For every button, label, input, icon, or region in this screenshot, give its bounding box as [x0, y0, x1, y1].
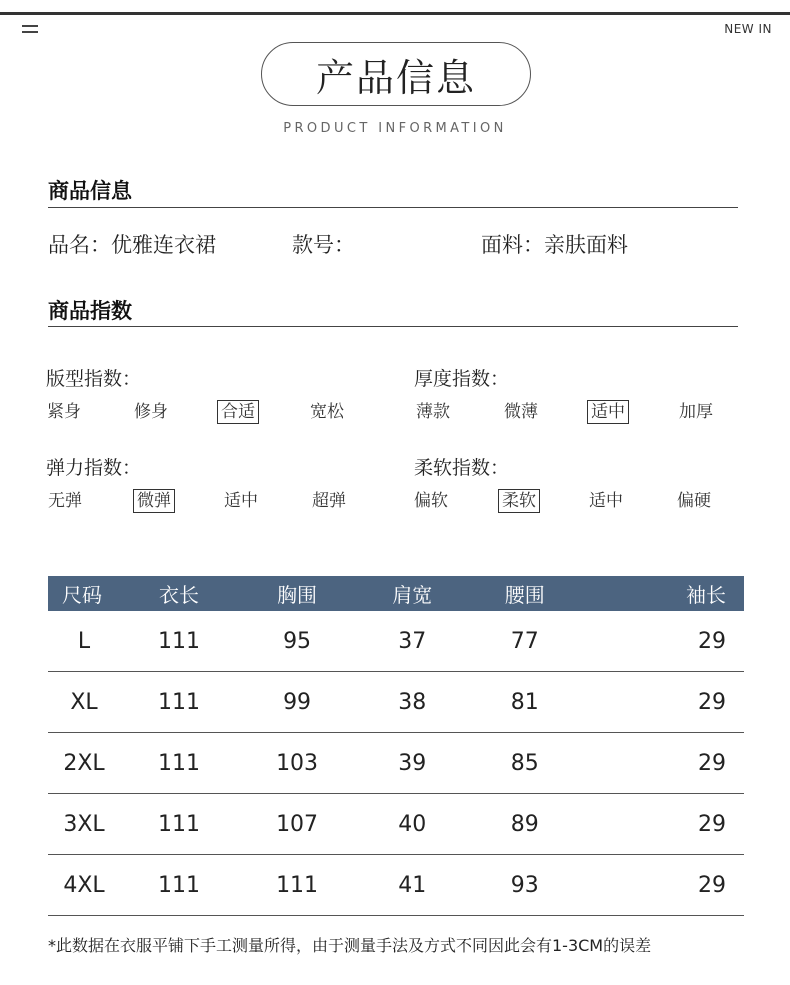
- table-cell: 3XL: [48, 794, 120, 855]
- table-row: [48, 672, 744, 733]
- table-cell: 111: [120, 672, 238, 733]
- elasticity-option: 适中: [224, 491, 258, 511]
- thickness-option-selected: 适中: [587, 400, 629, 424]
- measurement-note: *此数据在衣服平铺下手工测量所得，由于测量手法及方式不同因此会有1-3CM的误差: [48, 936, 652, 955]
- table-cell: XL: [48, 672, 120, 733]
- table-cell: 107: [238, 794, 356, 855]
- elasticity-option-selected: 微弹: [133, 489, 175, 513]
- table-cell: 89: [469, 794, 581, 855]
- table-cell: 41: [356, 855, 468, 916]
- table-cell: 29: [581, 611, 744, 672]
- elasticity-index-label: 弹力指数：: [46, 457, 142, 479]
- column-header: 尺码: [48, 576, 120, 611]
- thickness-option: 薄款: [416, 402, 450, 422]
- softness-option: 偏软: [414, 491, 448, 511]
- product-name: 品名：优雅连衣裙: [48, 233, 216, 257]
- table-cell: 103: [238, 733, 356, 794]
- table-row: [48, 794, 744, 855]
- table-cell: 99: [238, 672, 356, 733]
- table-cell: 81: [469, 672, 581, 733]
- softness-index-label: 柔软指数：: [414, 457, 510, 479]
- fit-option: 紧身: [47, 402, 81, 422]
- softness-option: 适中: [589, 491, 623, 511]
- top-divider: [0, 12, 790, 15]
- table-header-row: [48, 576, 744, 611]
- elasticity-option: 无弹: [48, 491, 82, 511]
- fit-index-label: 版型指数：: [46, 368, 142, 390]
- product-index-heading: 商品指数: [48, 299, 132, 323]
- table-cell: 85: [469, 733, 581, 794]
- hamburger-menu-icon[interactable]: [22, 25, 38, 35]
- fit-option: 修身: [134, 402, 168, 422]
- table-cell: 93: [469, 855, 581, 916]
- table-cell: 77: [469, 611, 581, 672]
- table-cell: 2XL: [48, 733, 120, 794]
- column-header: 袖长: [581, 576, 744, 611]
- table-cell: 29: [581, 855, 744, 916]
- softness-option: 偏硬: [677, 491, 711, 511]
- page-title: 产品信息: [261, 42, 531, 106]
- table-cell: 37: [356, 611, 468, 672]
- table-cell: 4XL: [48, 855, 120, 916]
- column-header: 肩宽: [356, 576, 468, 611]
- product-info-heading: 商品信息: [48, 179, 132, 203]
- section-divider: [48, 207, 738, 208]
- table-cell: 40: [356, 794, 468, 855]
- fit-option-selected: 合适: [217, 400, 259, 424]
- column-header: 胸围: [238, 576, 356, 611]
- table-cell: 29: [581, 733, 744, 794]
- thickness-option: 微薄: [504, 402, 538, 422]
- column-header: 衣长: [120, 576, 238, 611]
- table-cell: 39: [356, 733, 468, 794]
- new-in-link[interactable]: NEW IN: [724, 22, 772, 36]
- table-row: [48, 855, 744, 916]
- thickness-option: 加厚: [679, 402, 713, 422]
- table-cell: 111: [238, 855, 356, 916]
- table-row: [48, 611, 744, 672]
- table-cell: 111: [120, 733, 238, 794]
- size-table: [48, 576, 744, 916]
- table-cell: 111: [120, 855, 238, 916]
- elasticity-option: 超弹: [312, 491, 346, 511]
- table-cell: L: [48, 611, 120, 672]
- table-cell: 111: [120, 611, 238, 672]
- table-cell: 29: [581, 794, 744, 855]
- table-cell: 111: [120, 794, 238, 855]
- column-header: 腰围: [469, 576, 581, 611]
- thickness-index-label: 厚度指数：: [414, 368, 510, 390]
- table-cell: 29: [581, 672, 744, 733]
- fit-option: 宽松: [310, 402, 344, 422]
- fabric: 面料：亲肤面料: [481, 233, 628, 257]
- section-divider: [48, 326, 738, 327]
- table-cell: 38: [356, 672, 468, 733]
- table-cell: 95: [238, 611, 356, 672]
- page-subtitle: PRODUCT INFORMATION: [283, 121, 507, 136]
- softness-option-selected: 柔软: [498, 489, 540, 513]
- style-number: 款号：: [292, 233, 355, 257]
- table-row: [48, 733, 744, 794]
